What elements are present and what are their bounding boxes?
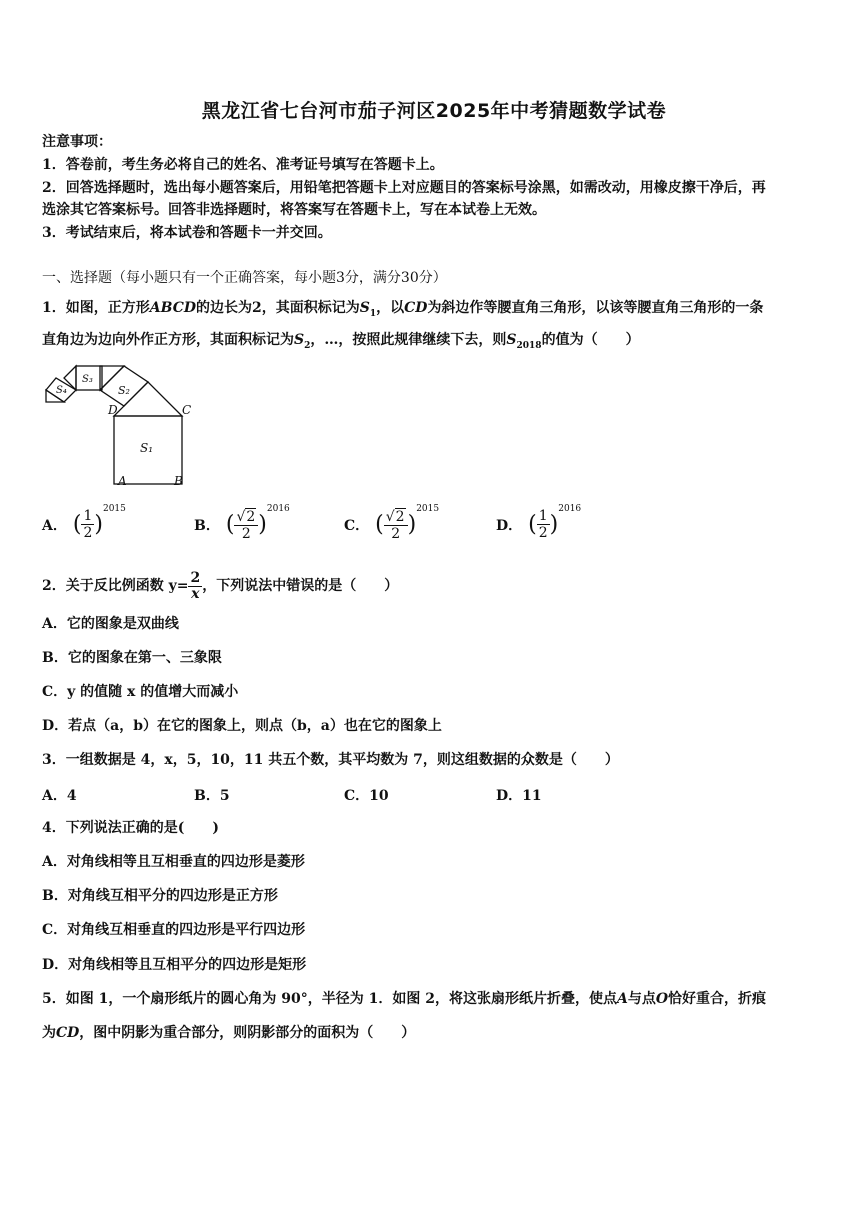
q2-option-d[interactable]: D．若点（a，b）在它的图象上，则点（b，a）也在它的图象上 (42, 718, 442, 734)
q2-option-c[interactable]: C．y 的值随 x 的值增大而减小 (42, 684, 239, 700)
question-1-line-2 (42, 330, 640, 356)
fraction-denominator: 2 (538, 525, 548, 541)
question-5-line-1 (42, 989, 766, 1009)
fraction-denominator: 2 (391, 526, 401, 542)
label-s2: S₂ (118, 384, 130, 397)
notice-heading: 注意事项： (42, 134, 112, 150)
label-b: B (174, 474, 183, 488)
q4-option-d[interactable]: D．对角线相等且互相平分的四边形是矩形 (42, 957, 307, 973)
q2-option-b[interactable]: B．它的图象在第一、三象限 (42, 650, 222, 666)
q1-sub: 2 (304, 340, 311, 351)
label-s3: S₃ (82, 374, 93, 385)
option-exponent: 2015 (416, 504, 440, 514)
q3-option-b[interactable]: B．5 (194, 788, 230, 804)
q5-var: CD (56, 1025, 80, 1041)
label-c: C (182, 403, 192, 417)
fraction-numerator: √2 (234, 508, 258, 526)
option-b[interactable] (194, 504, 290, 542)
option-fraction (234, 508, 258, 542)
q1-options (42, 504, 822, 548)
q5-text: 5．如图 1，一个扇形纸片的圆心角为 90°，半径为 1．如图 2，将这张扇形纸片折叠，使点 (42, 991, 617, 1007)
q2-fraction (188, 571, 202, 602)
q1-text: ，…，按照此规律继续下去，则 (310, 332, 507, 348)
question-3-stem: 3．一组数据是 4，x，5，10，11 共五个数，其平均数为 7，则这组数据的众数是（ ） (42, 752, 619, 768)
page-title: 黑龙江省七台河市茄子河区2025年中考猜题数学试卷 (201, 100, 667, 122)
option-label: B． (194, 518, 220, 534)
q1-text: 的边长为2，其面积标记为 (196, 300, 360, 316)
paren-close: ) (258, 512, 267, 537)
option-exponent: 2016 (266, 504, 290, 514)
option-d[interactable] (496, 504, 582, 541)
option-exponent: 2015 (102, 504, 126, 514)
q1-sub: 1 (369, 308, 377, 319)
q5-text: ，图中阴影为重合部分，则阴影部分的面积为（ ） (79, 1025, 416, 1041)
notice-item: 2．回答选择题时，选出每小题答案后，用铅笔把答题卡上对应题目的答案标号涂黑，如需改动，用橡皮擦干净后，再 (42, 180, 766, 196)
q1-text: 为斜边作等腰直角三角形，以该等腰直角三角形的一条 (427, 300, 764, 316)
q5-text: 为 (42, 1025, 56, 1041)
option-exponent: 2016 (558, 504, 582, 514)
notice-item: 3．考试结束后，将本试卷和答题卡一并交回。 (42, 225, 332, 241)
q5-var: O (655, 991, 669, 1007)
q3-option-d[interactable]: D．11 (496, 788, 542, 804)
q1-text: ，以 (376, 300, 405, 316)
question-2-stem (42, 566, 398, 606)
notice-item: 1．答卷前，考生务必将自己的姓名、准考证号填写在答题卡上。 (42, 157, 444, 173)
q2-text: 2．关于反比例函数 y= (42, 578, 189, 594)
question-1-line-1 (42, 298, 763, 324)
q1-var: S (359, 300, 370, 316)
q1-sub: 2018 (516, 340, 542, 351)
q3-option-c[interactable]: C．10 (344, 788, 389, 804)
fraction-numerator: 2 (190, 569, 201, 586)
question-4-stem: 4．下列说法正确的是( ) (42, 820, 219, 836)
fraction-denominator: 2 (83, 525, 93, 541)
notice-item: 选涂其它答案标号。回答非选择题时，将答案写在答题卡上，写在本试卷上无效。 (42, 202, 546, 218)
q1-var: ABCD (149, 300, 196, 316)
q4-option-b[interactable]: B．对角线互相平分的四边形是正方形 (42, 888, 278, 904)
label-d: D (108, 403, 118, 417)
option-label: D． (496, 517, 523, 534)
q1-var: S (294, 332, 305, 348)
fraction-numerator: √2 (384, 508, 408, 526)
q1-text: 直角边为边向外作正方形，其面积标记为 (42, 332, 294, 348)
q3-option-a[interactable]: A．4 (42, 788, 77, 804)
q1-var: S (506, 332, 517, 348)
q4-option-a[interactable]: A．对角线相等且互相垂直的四边形是菱形 (42, 854, 305, 870)
fraction-denominator: x (191, 585, 200, 602)
label-s4: S₄ (56, 385, 67, 396)
option-a[interactable] (42, 504, 126, 541)
fraction-numerator: 1 (83, 508, 93, 524)
q1-square-figure (42, 356, 202, 488)
q2-option-a[interactable]: A．它的图象是双曲线 (42, 616, 179, 632)
paren-open: ( (225, 512, 235, 537)
option-c[interactable] (344, 504, 440, 542)
q4-option-c[interactable]: C．对角线互相垂直的四边形是平行四边形 (42, 922, 306, 938)
paren-close: ) (549, 511, 559, 537)
q5-text: 恰好重合，折痕 (668, 991, 767, 1007)
sqrt-radicand: 2 (246, 509, 256, 525)
option-label: C． (344, 518, 370, 534)
paren-open: ( (72, 511, 82, 537)
section-heading: 一、选择题（每小题只有一个正确答案，每小题3分，满分30分） (42, 270, 447, 286)
paren-open: ( (375, 512, 384, 537)
label-s1: S₁ (140, 441, 154, 455)
fraction-denominator: 2 (241, 526, 251, 542)
option-fraction (537, 508, 550, 541)
label-a: A (118, 474, 127, 488)
q1-text: 的值为（ ） (541, 332, 640, 348)
option-fraction (81, 508, 94, 541)
paren-close: ) (407, 512, 417, 537)
q5-text: 与点 (627, 991, 656, 1007)
option-label: A． (42, 517, 67, 534)
q1-var: CD (404, 300, 428, 316)
fraction-numerator: 1 (538, 508, 548, 524)
q5-var: A (616, 991, 628, 1007)
q1-text: 1．如图，正方形 (42, 300, 150, 316)
paren-open: ( (528, 511, 537, 537)
option-fraction (384, 508, 408, 542)
paren-close: ) (94, 511, 103, 537)
sqrt-radicand: 2 (395, 509, 405, 525)
question-5-line-2 (42, 1023, 415, 1043)
q2-text: ，下列说法中错误的是（ ） (202, 578, 399, 594)
